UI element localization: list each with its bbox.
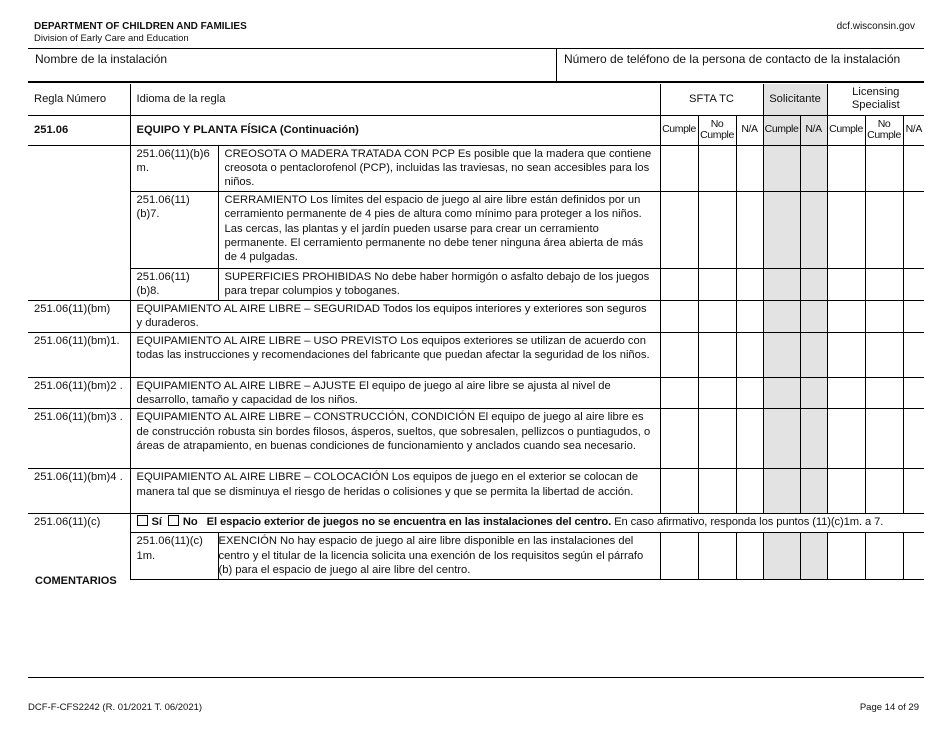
licensing-no-cumple-cell[interactable] <box>865 533 903 580</box>
licensing-cumple-cell[interactable] <box>827 409 865 469</box>
applicant-cumple-cell[interactable] <box>763 469 800 514</box>
website-link[interactable]: dcf.wisconsin.gov <box>836 21 915 32</box>
applicant-cumple-cell[interactable] <box>763 377 800 409</box>
rule-text: EXENCIÓN No hay espacio de juego al aire libre disponible en las instalaciones del centro y el titular de la licencia solicita una exención de los requisitos según el párrafo (b) para el espacio de juego al aire libre del centro. <box>218 533 660 580</box>
table-row <box>28 268 924 300</box>
licensing-no-cumple-cell[interactable] <box>865 377 903 409</box>
sfta-cumple-cell[interactable] <box>660 409 698 469</box>
facility-phone-label: Número de teléfono de la persona de contacto de la instalación <box>564 52 901 66</box>
col-rule-language: Idioma de la regla <box>130 84 660 115</box>
rule-text: EQUIPAMIENTO AL AIRE LIBRE – USO PREVISTO Los equipos exteriores se utilizan de acuerdo con todas las instrucciones y recomendaciones del fabricante que puedan afectar la seguridad de los niños. <box>130 332 660 377</box>
sfta-no-cumple-cell[interactable] <box>698 191 736 268</box>
rule-number-cell <box>28 533 130 580</box>
sfta-na-cell[interactable] <box>736 145 763 191</box>
sfta-no-cumple-cell[interactable] <box>698 533 736 580</box>
table-row <box>28 469 924 514</box>
sfta-na-cell[interactable] <box>736 409 763 469</box>
rule-text: EQUIPAMIENTO AL AIRE LIBRE – CONSTRUCCIÓN, CONDICIÓN El equipo de juego al aire libre es de construcción robusta sin bordes filosos, ásperos, sueltos, que sobresalen, pellizcos o puntiagudos, o áreas de atrapamiento, en buenas condiciones de funcionamiento y anclados cuando sea necesario. <box>130 409 660 469</box>
sfta-cumple-cell[interactable] <box>660 268 698 300</box>
sfta-no-cumple-cell[interactable] <box>698 268 736 300</box>
rule-text: EQUIPAMIENTO AL AIRE LIBRE – COLOCACIÓN Los equipos de juego en el exterior se colocan de manera tal que se disminuya el riesgo de heridas o colisiones y que se permita la libertad de acción. <box>130 469 660 514</box>
question-text: El espacio exterior de juegos no se encuentra en las instalaciones del centro. <box>206 516 612 529</box>
department-name: DEPARTMENT OF CHILDREN AND FAMILIES <box>34 21 247 32</box>
table-row <box>28 332 924 377</box>
rule-number-cell <box>28 191 130 268</box>
applicant-cumple-cell[interactable] <box>763 409 800 469</box>
sfta-no-cumple-cell[interactable] <box>698 332 736 377</box>
comments-label: COMENTARIOS <box>35 575 117 587</box>
licensing-no-cumple-header: No Cumple <box>865 115 903 145</box>
licensing-cumple-cell[interactable] <box>827 377 865 409</box>
applicant-cumple-cell[interactable] <box>763 332 800 377</box>
applicant-na-cell[interactable] <box>800 469 827 514</box>
licensing-no-cumple-cell[interactable] <box>865 268 903 300</box>
licensing-na-cell[interactable] <box>903 268 924 300</box>
sfta-na-cell[interactable] <box>736 300 763 332</box>
licensing-cumple-header: Cumple <box>827 115 865 145</box>
applicant-na-cell[interactable] <box>800 377 827 409</box>
licensing-no-cumple-cell[interactable] <box>865 409 903 469</box>
sfta-cumple-cell[interactable] <box>660 145 698 191</box>
applicant-cumple-header: Cumple <box>763 115 800 145</box>
no-checkbox[interactable] <box>168 515 179 526</box>
rule-code: 251.06(11)(c) <box>28 514 130 533</box>
applicant-cumple-cell[interactable] <box>763 145 800 191</box>
section-title: EQUIPO Y PLANTA FÍSICA (Continuación) <box>130 115 660 145</box>
sfta-cumple-cell[interactable] <box>660 191 698 268</box>
licensing-na-cell[interactable] <box>903 332 924 377</box>
licensing-na-cell[interactable] <box>903 469 924 514</box>
rules-checklist-table <box>28 84 924 580</box>
table-row <box>28 300 924 332</box>
rule-code: 251.06(11)(bm)2 . <box>28 377 130 409</box>
rule-code: 251.06(11)(bm)3 . <box>28 409 130 469</box>
form-id: DCF-F-CFS2242 (R. 01/2021 T. 06/2021) <box>28 702 203 713</box>
applicant-na-cell[interactable] <box>800 300 827 332</box>
licensing-cumple-cell[interactable] <box>827 300 865 332</box>
licensing-cumple-cell[interactable] <box>827 268 865 300</box>
col-sfta: SFTA TC <box>660 84 763 115</box>
sfta-no-cumple-header: No Cumple <box>698 115 736 145</box>
section-number: 251.06 <box>28 115 130 145</box>
yes-label: Sí <box>151 516 162 529</box>
sfta-na-cell[interactable] <box>736 377 763 409</box>
rule-text: EQUIPAMIENTO AL AIRE LIBRE – AJUSTE El equipo de juego al aire libre se ajusta al nivel de desarrollo, tamaño y capacidad de los niños. <box>130 377 660 409</box>
col-applicant: Solicitante <box>763 84 827 115</box>
licensing-na-cell[interactable] <box>903 145 924 191</box>
licensing-na-cell[interactable] <box>903 533 924 580</box>
licensing-cumple-cell[interactable] <box>827 145 865 191</box>
applicant-na-cell[interactable] <box>800 533 827 580</box>
sfta-no-cumple-cell[interactable] <box>698 300 736 332</box>
applicant-na-header: N/A <box>800 115 827 145</box>
table-row <box>28 191 924 268</box>
sfta-cumple-cell[interactable] <box>660 300 698 332</box>
licensing-cumple-cell[interactable] <box>827 191 865 268</box>
applicant-cumple-cell[interactable] <box>763 191 800 268</box>
applicant-na-cell[interactable] <box>800 191 827 268</box>
applicant-na-cell[interactable] <box>800 145 827 191</box>
licensing-no-cumple-cell[interactable] <box>865 300 903 332</box>
licensing-na-cell[interactable] <box>903 300 924 332</box>
sfta-na-cell[interactable] <box>736 533 763 580</box>
applicant-na-cell[interactable] <box>800 332 827 377</box>
licensing-na-header: N/A <box>903 115 924 145</box>
licensing-no-cumple-cell[interactable] <box>865 469 903 514</box>
sfta-no-cumple-cell[interactable] <box>698 469 736 514</box>
rule-text <box>130 514 924 533</box>
rule-text: EQUIPAMIENTO AL AIRE LIBRE – SEGURIDAD Todos los equipos interiores y exteriores son seguros y duraderos. <box>130 300 660 332</box>
rule-text: CREOSOTA O MADERA TRATADA CON PCP Es posible que la madera que contiene creosota o pentaclorofenol (PCP), incluidas las traviesas, no sean accesibles para los niños. <box>218 145 660 191</box>
rule-text: SUPERFICIES PROHIBIDAS No debe haber hormigón o asfalto debajo de los juegos para trepar columpios y toboganes. <box>218 268 660 300</box>
licensing-no-cumple-cell[interactable] <box>865 332 903 377</box>
sfta-cumple-cell[interactable] <box>660 469 698 514</box>
applicant-na-cell[interactable] <box>800 409 827 469</box>
table-row <box>28 409 924 469</box>
licensing-cumple-cell[interactable] <box>827 332 865 377</box>
facility-info-row <box>28 48 924 83</box>
col-rule-number: Regla Número <box>28 84 130 115</box>
division-name: Division of Early Care and Education <box>34 33 189 44</box>
page-number: Page 14 of 29 <box>859 702 919 713</box>
rule-code: 251.06(11)(b)6 m. <box>130 145 218 191</box>
sfta-na-cell[interactable] <box>736 268 763 300</box>
table-row <box>28 377 924 409</box>
rule-code: 251.06(11)(bm) <box>28 300 130 332</box>
licensing-no-cumple-cell[interactable] <box>865 145 903 191</box>
rule-code: 251.06(11)(bm)1. <box>28 332 130 377</box>
section-header-row <box>28 115 924 145</box>
licensing-na-cell[interactable] <box>903 409 924 469</box>
col-licensing: Licensing Specialist <box>827 84 924 115</box>
rule-code: 251.06(11)(bm)4 . <box>28 469 130 514</box>
sfta-cumple-cell[interactable] <box>660 377 698 409</box>
sfta-cumple-cell[interactable] <box>660 332 698 377</box>
rule-code: 251.06(11)(b)8. <box>130 268 218 300</box>
rule-text: CERRAMIENTO Los límites del espacio de juego al aire libre están definidos por un cerramiento permanente de 4 pies de altura como mínimo para proteger a los niños. Las cercas, las plantas y el jardín pueden usarse para crear un cerramiento permanente. El cerramiento permanente no debe tener ninguna área abierta de más de 4 pulgadas. <box>218 191 660 268</box>
table-row <box>28 533 924 580</box>
rule-code: 251.06(11)(b)7. <box>130 191 218 268</box>
licensing-na-cell[interactable] <box>903 377 924 409</box>
rule-number-cell <box>28 268 130 300</box>
question-instruction: En caso afirmativo, responda los puntos (11)(c)1m. a 7. <box>611 516 884 529</box>
table-header-row <box>28 84 924 115</box>
sfta-cumple-header: Cumple <box>660 115 698 145</box>
applicant-cumple-cell[interactable] <box>763 268 800 300</box>
licensing-cumple-cell[interactable] <box>827 533 865 580</box>
sfta-no-cumple-cell[interactable] <box>698 377 736 409</box>
licensing-cumple-cell[interactable] <box>827 469 865 514</box>
sfta-na-cell[interactable] <box>736 191 763 268</box>
facility-name-field[interactable] <box>28 49 557 81</box>
rule-number-cell <box>28 145 130 191</box>
applicant-cumple-cell[interactable] <box>763 533 800 580</box>
sfta-cumple-cell[interactable] <box>660 533 698 580</box>
facility-name-label: Nombre de la instalación <box>35 52 168 66</box>
sfta-na-cell[interactable] <box>736 332 763 377</box>
yes-checkbox[interactable] <box>137 515 148 526</box>
footer-divider <box>28 677 924 678</box>
rule-code: 251.06(11)(c) 1m. <box>130 533 218 580</box>
sfta-no-cumple-cell[interactable] <box>698 145 736 191</box>
licensing-no-cumple-cell[interactable] <box>865 191 903 268</box>
licensing-na-cell[interactable] <box>903 191 924 268</box>
sfta-no-cumple-cell[interactable] <box>698 409 736 469</box>
applicant-na-cell[interactable] <box>800 268 827 300</box>
facility-phone-field[interactable] <box>557 49 924 81</box>
sfta-na-cell[interactable] <box>736 469 763 514</box>
applicant-cumple-cell[interactable] <box>763 300 800 332</box>
table-row <box>28 145 924 191</box>
yes-no-question-row <box>28 514 924 533</box>
sfta-na-header: N/A <box>736 115 763 145</box>
no-label: No <box>182 516 198 529</box>
